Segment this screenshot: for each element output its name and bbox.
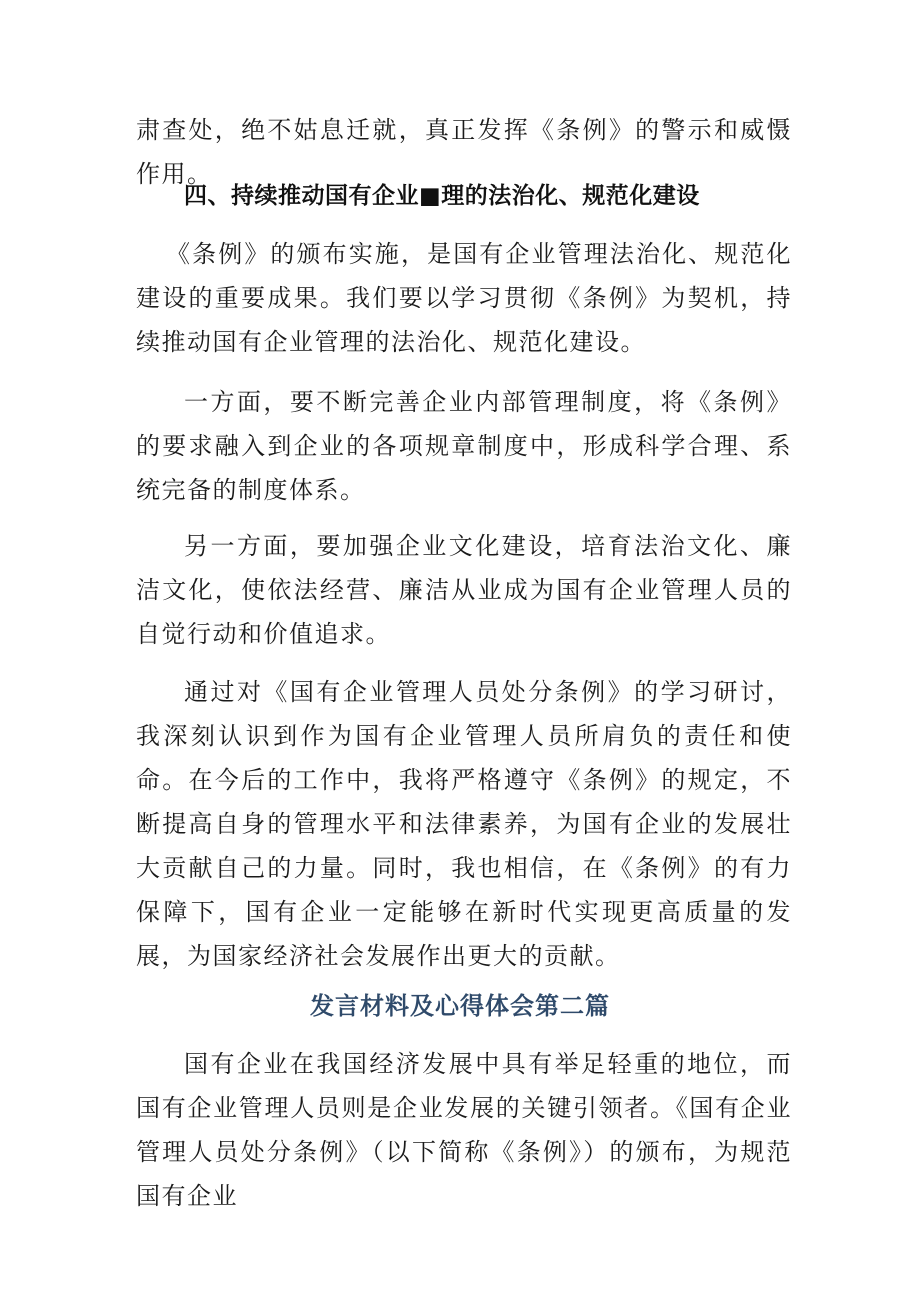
part-title: 发言材料及心得体会第二篇 bbox=[310, 991, 610, 1020]
body-paragraph: 另一方面，要加强企业文化建设，培育法治文化、廉洁文化，使依法经营、廉洁从业成为国有企业管理人员的自觉行动和价值追求。 bbox=[136, 532, 792, 648]
body-paragraph: 《条例》的颁布实施，是国有企业管理法治化、规范化建设的重要成果。我们要以学习贯彻《条例》为契机，持续推动国有企业管理的法治化、规范化建设。 bbox=[136, 240, 792, 356]
body-paragraph: 一方面，要不断完善企业内部管理制度，将《条例》的要求融入到企业的各项规章制度中，形成科学合理、系统完备的制度体系。 bbox=[136, 388, 792, 504]
intro-paragraph: 国有企业在我国经济发展中具有举足轻重的地位，而国有企业管理人员则是企业发展的关键引领者。《国有企业管理人员处分条例》（以下简称《条例》）的颁布，为规范国有企业 bbox=[136, 1050, 792, 1210]
body-paragraph: 通过对《国有企业管理人员处分条例》的学习研讨，我深刻认识到作为国有企业管理人员所肩负的责任和使命。在今后的工作中，我将严格遵守《条例》的规定，不断提高自身的管理水平和法律素养，为国有企业的发展壮大贡献自己的力量。同时，我也相信，在《条例》的有力保障下，国有企业一定能够在新时代实现更高质量的发展，为国家经济社会发展作出更大的贡献。 bbox=[136, 678, 792, 970]
continuation-paragraph: 肃查处，绝不姑息迁就，真正发挥《条例》的警示和威慑作用。 bbox=[136, 116, 792, 188]
section-heading: 四、持续推动国有企业■理的法治化、规范化建设 bbox=[184, 183, 700, 209]
